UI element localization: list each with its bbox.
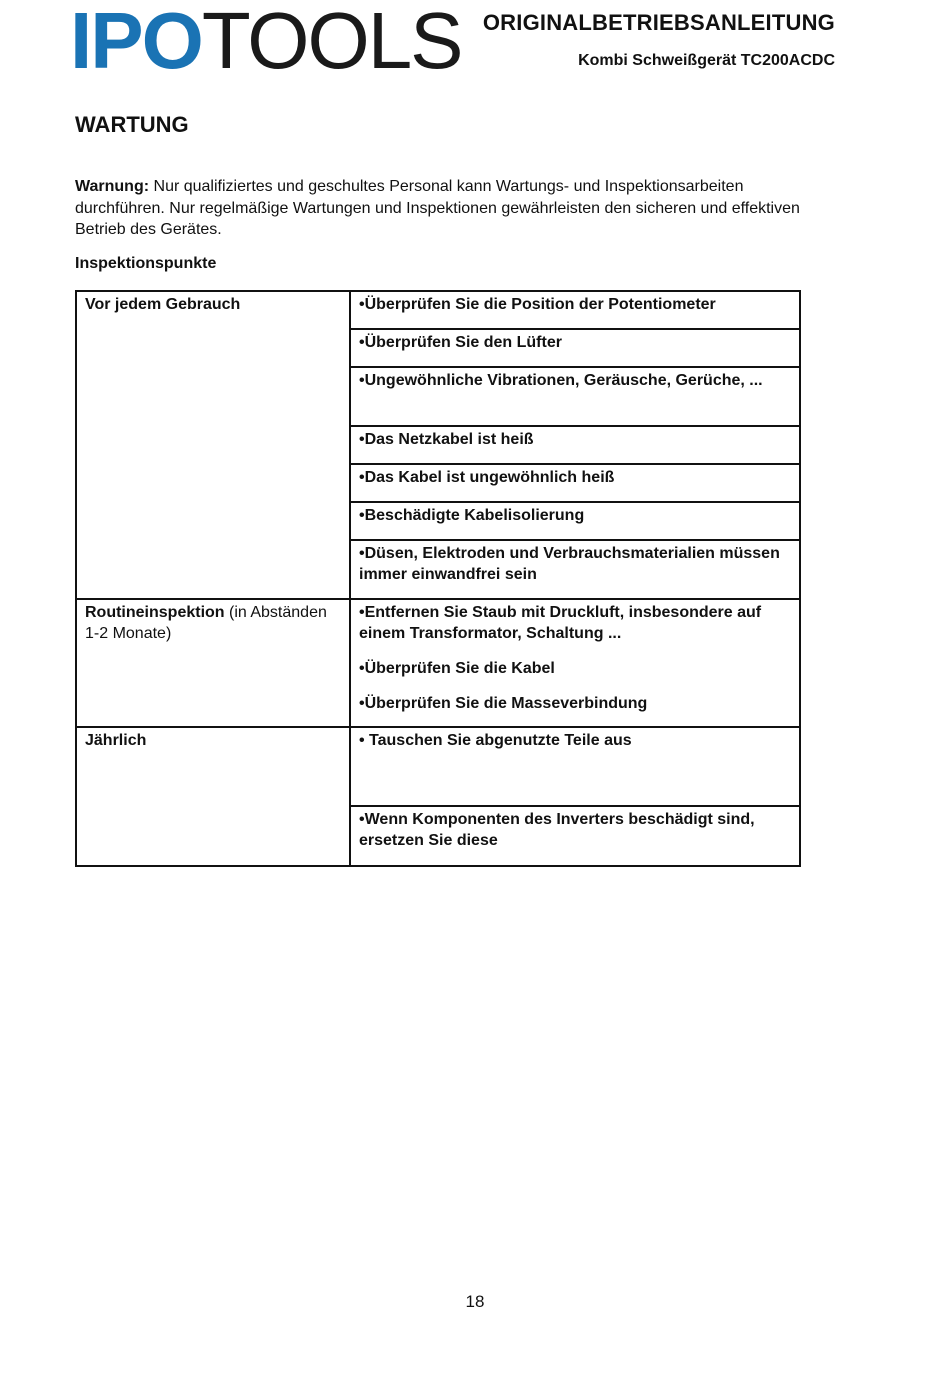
inspection-item: • Tauschen Sie abgenutzte Teile aus xyxy=(351,728,799,807)
page-number: 18 xyxy=(465,1292,485,1311)
inspection-points-heading: Inspektionspunkte xyxy=(75,255,217,272)
document-title: ORIGINALBETRIEBSANLEITUNG xyxy=(482,10,835,35)
inspection-item: •Überprüfen Sie die Position der Potentiometer xyxy=(351,292,799,330)
inspection-item: •Düsen, Elektroden und Verbrauchsmaterialien müssen immer einwandfrei sein xyxy=(359,545,780,583)
category-label: Jährlich xyxy=(85,732,147,749)
logo-ipo: IPO xyxy=(70,0,202,85)
table-row xyxy=(76,727,800,866)
inspection-item: •Überprüfen Sie den Lüfter xyxy=(351,330,799,368)
inspection-item: •Das Netzkabel ist heiß xyxy=(351,427,799,465)
items-cell xyxy=(350,727,800,866)
document-subtitle: Kombi Schweißgerät TC200ACDC xyxy=(578,52,835,69)
section-title: WARTUNG xyxy=(75,112,189,137)
inspection-item: •Entfernen Sie Staub mit Druckluft, insbesondere auf einem Transformator, Schaltung ... xyxy=(359,604,762,642)
category-cell xyxy=(76,291,350,599)
category-cell xyxy=(76,599,350,727)
ipotools-logo xyxy=(70,0,462,85)
inspection-item: •Wenn Komponenten des Inverters beschädigt sind, ersetzen Sie diese xyxy=(359,811,755,849)
category-label: Vor jedem Gebrauch xyxy=(85,296,241,313)
warning-label: Warnung: xyxy=(75,178,150,195)
table-row xyxy=(76,291,800,599)
inspection-item: •Überprüfen Sie die Kabel xyxy=(359,660,555,677)
inspection-item: •Überprüfen Sie die Masseverbindung xyxy=(359,695,648,712)
inspection-item: •Beschädigte Kabelisolierung xyxy=(351,503,799,541)
logo-tools: TOOLS xyxy=(201,0,462,85)
category-cell xyxy=(76,727,350,866)
warning-paragraph xyxy=(75,176,815,241)
inspection-table xyxy=(75,290,801,867)
items-cell xyxy=(350,291,800,599)
category-label: Routineinspektion xyxy=(85,604,225,621)
items-cell xyxy=(350,599,800,727)
warning-text: Nur qualifiziertes und geschultes Personal kann Wartungs- und Inspektionsarbeiten durchführen. Nur regelmäßige Wartungen und Inspektionen gewährleisten den sicheren und effektiven Betrieb des Gerätes. xyxy=(75,178,800,238)
inspection-item: •Ungewöhnliche Vibrationen, Geräusche, Gerüche, ... xyxy=(351,368,799,427)
table-row xyxy=(76,599,800,727)
inspection-item: •Das Kabel ist ungewöhnlich heiß xyxy=(351,465,799,503)
category-note: (in Abständen 1-2 Monate) xyxy=(85,604,327,642)
